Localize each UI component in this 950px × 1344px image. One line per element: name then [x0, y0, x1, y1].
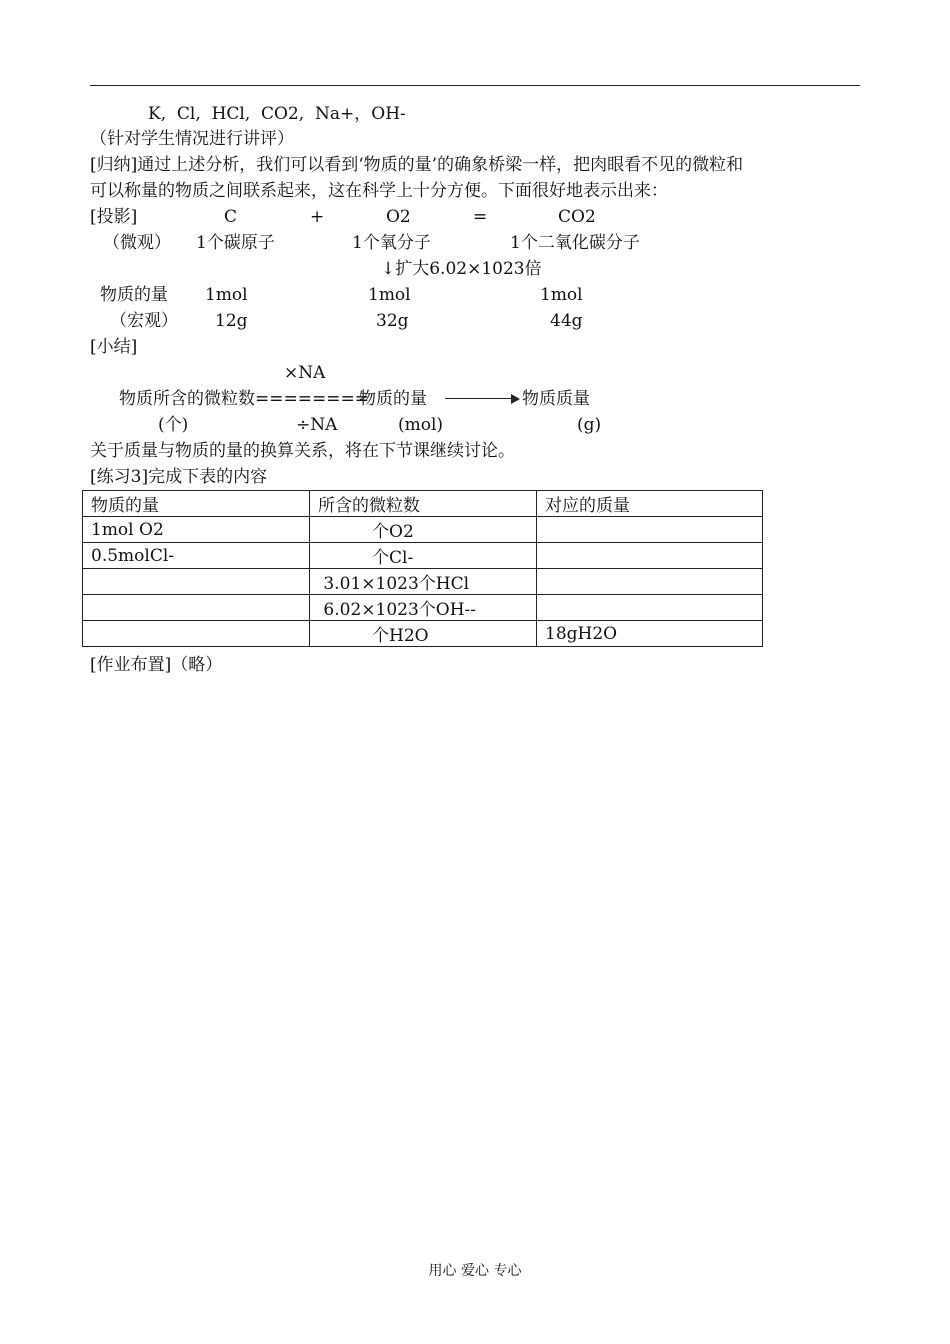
macro-oxygen: 32g	[376, 311, 409, 331]
exercise-title: [练习3]完成下表的内容	[90, 467, 268, 487]
macro-label: （宏观）	[110, 311, 178, 331]
summary-line-1: [归纳]通过上述分析，我们可以看到‘物质的量’的确象桥梁一样，把肉眼看不见的微粒和	[90, 155, 744, 175]
micro-oxygen: 1个氧分子	[352, 233, 431, 253]
macro-co2: 44g	[550, 311, 583, 331]
table-cell: 个Cl-	[310, 543, 537, 569]
unit-count: (个)	[158, 415, 189, 435]
micro-co2: 1个二氧化碳分子	[510, 233, 640, 253]
projection-label: [投影]	[90, 207, 138, 227]
exercise-table	[82, 490, 763, 647]
conclusion-label: [小结]	[90, 337, 138, 357]
divide-na: ÷NA	[296, 415, 338, 435]
table-cell: 3.01×1023个HCl	[310, 569, 537, 595]
table-cell	[83, 569, 310, 595]
flow-particles: 物质所含的微粒数========	[119, 389, 369, 409]
equation-carbon: C	[224, 207, 238, 227]
table-cell: 个O2	[310, 517, 537, 543]
amount-oxygen: 1mol	[368, 285, 411, 305]
unit-g: (g)	[577, 415, 602, 435]
table-cell: 18gH2O	[537, 621, 763, 647]
table-row	[83, 595, 763, 621]
header-rule	[90, 85, 860, 86]
table-row	[83, 621, 763, 647]
table-row	[83, 569, 763, 595]
homework-line: [作业布置]（略）	[90, 655, 223, 675]
table-cell	[537, 543, 763, 569]
amount-label: 物质的量	[100, 285, 168, 305]
equation-equals: =	[473, 207, 488, 227]
header-particles: 所含的微粒数	[310, 491, 537, 517]
table-cell	[537, 595, 763, 621]
equation-oxygen: O2	[386, 207, 411, 227]
flow-mass: 物质质量	[522, 389, 590, 409]
flow-arrow-line	[445, 398, 515, 399]
table-cell	[83, 621, 310, 647]
equation-plus: +	[310, 207, 325, 227]
equation-co2: CO2	[558, 207, 596, 227]
page-footer: 用心 爱心 专心	[428, 1263, 522, 1279]
amount-carbon: 1mol	[205, 285, 248, 305]
table-row	[83, 517, 763, 543]
table-cell	[537, 517, 763, 543]
micro-carbon: 1个碳原子	[196, 233, 275, 253]
macro-carbon: 12g	[215, 311, 248, 331]
table-cell	[537, 569, 763, 595]
table-cell: 个H2O	[310, 621, 537, 647]
times-na: ×NA	[284, 363, 326, 383]
table-header-row	[83, 491, 763, 517]
micro-label: （微观）	[103, 233, 171, 253]
table-cell: 0.5molCl-	[83, 543, 310, 569]
flow-arrow-head	[511, 394, 520, 404]
enlarge-note: ↓扩大6.02×1023倍	[381, 259, 542, 279]
table-cell: 1mol O2	[83, 517, 310, 543]
comment-line: （针对学生情况进行讲评）	[90, 129, 294, 149]
flow-amount: 物质的量	[359, 389, 427, 409]
amount-co2: 1mol	[540, 285, 583, 305]
unit-mol: (mol)	[398, 415, 444, 435]
table-cell: 6.02×1023个OH--	[310, 595, 537, 621]
summary-line-2: 可以称量的物质之间联系起来，这在科学上十分方便。下面很好地表示出来：	[90, 181, 668, 201]
table-row	[83, 543, 763, 569]
header-amount: 物质的量	[83, 491, 310, 517]
particle-list: K, Cl, HCl, CO2, Na+，OH-	[148, 104, 406, 124]
table-cell	[83, 595, 310, 621]
next-lesson-note: 关于质量与物质的量的换算关系，将在下节课继续讨论。	[90, 441, 515, 461]
header-mass: 对应的质量	[537, 491, 763, 517]
